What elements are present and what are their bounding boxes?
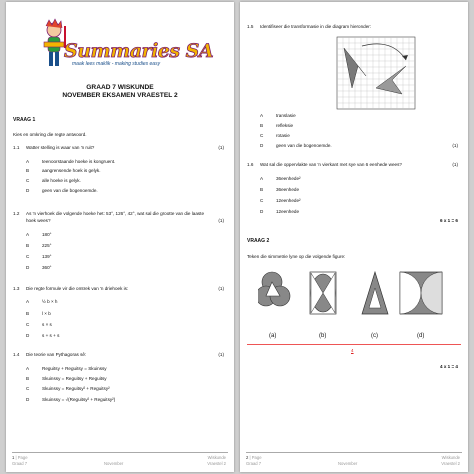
- figure-c: [362, 272, 388, 314]
- instruction-text: Kies en omkring die regte antwoord.: [13, 132, 87, 137]
- question-text: Teken die simmetrie lyne op die volgende figure:: [247, 254, 346, 259]
- footer-month: November: [338, 461, 358, 466]
- option-text[interactable]: geen van die bogenoemde.: [42, 188, 98, 193]
- option-letter: B: [26, 376, 30, 381]
- figure-label-d: (d): [417, 333, 425, 339]
- option-letter: A: [26, 366, 30, 371]
- question-text: Die teorie van Pythagoras sê:: [26, 352, 87, 357]
- figure-label-b: (b): [319, 333, 327, 339]
- option-text[interactable]: teenoorstaande hoeke is kongruent.: [42, 159, 116, 164]
- option-text[interactable]: ½ b × h: [42, 299, 58, 304]
- option-letter: D: [260, 143, 264, 148]
- option-letter: B: [26, 243, 30, 248]
- option-letter: A: [260, 113, 264, 118]
- footer-grade: Graad 7: [246, 461, 262, 466]
- brand-logo-text: Summaries SA: [64, 40, 214, 62]
- option-letter: A: [26, 299, 30, 304]
- option-letter: B: [260, 123, 264, 128]
- option-text[interactable]: geen van die bogenoemde.: [276, 143, 332, 148]
- symmetry-figures: [258, 270, 458, 350]
- question-text: Identifiseer die transformasie in die diagram hieronder:: [260, 24, 372, 29]
- footer-subject: Wiskunde: [207, 455, 226, 460]
- question-mark: (1): [218, 145, 224, 150]
- question-number: 1.3: [13, 286, 20, 291]
- option-text[interactable]: 360°: [42, 265, 52, 270]
- option-text[interactable]: translasie: [276, 113, 296, 118]
- footer-grade: Graad 7: [12, 461, 28, 466]
- option-text[interactable]: 12eenhede²: [276, 198, 301, 203]
- option-letter: A: [26, 159, 30, 164]
- figure-b: [310, 272, 336, 314]
- section-heading: VRAAG 1: [13, 117, 36, 123]
- footer-paper: Vraestel 2: [441, 461, 460, 466]
- question-text: Wat sal die oppervlakte van 'n vierkant met sye van 6 eenhede wees?: [260, 162, 402, 167]
- option-text[interactable]: Reguitsy + Reguitsy = Skuinssy: [42, 366, 107, 371]
- exam-title-line1: GRAAD 7 WISKUNDE: [86, 84, 154, 91]
- question-mark: (1): [218, 286, 224, 291]
- option-letter: A: [260, 176, 264, 181]
- page-footer: [12, 452, 228, 468]
- figure-a: [258, 272, 290, 306]
- option-text[interactable]: Skuinssy = Reguitsy² + Reguitsy²: [42, 386, 110, 391]
- question-mark: (1): [218, 218, 224, 223]
- figure-label-a: (a): [269, 333, 277, 339]
- question-number: 1.2: [13, 211, 20, 216]
- answer-mark: 4: [351, 348, 354, 353]
- subtotal-q2: 4 x 1 = 4: [439, 364, 458, 369]
- exam-title-line2: NOVEMBER EKSAMEN VRAESTEL 2: [62, 92, 178, 99]
- option-letter: C: [26, 254, 30, 259]
- option-text[interactable]: Skuinssy = √(Reguitsy² + Reguitsy²): [42, 397, 116, 402]
- section-heading: VRAAG 2: [247, 238, 270, 244]
- page-label: | Page: [249, 455, 262, 460]
- question-text: Watter stelling is waar van 'n ruit?: [26, 145, 95, 150]
- option-text[interactable]: 180°: [42, 232, 52, 237]
- option-text[interactable]: aangrensende hoek is gelyk.: [42, 168, 101, 173]
- option-text[interactable]: 139°: [42, 254, 52, 259]
- option-text[interactable]: alle hoeke is gelyk.: [42, 178, 81, 183]
- page-footer: [246, 452, 462, 468]
- question-number: 1.6: [247, 162, 254, 167]
- option-letter: C: [26, 322, 30, 327]
- question-text: As 'n vierhoek die volgende hoeke het: 53°, 126°, 42°, wat sal die grootte van die laaste: [26, 211, 205, 216]
- option-text[interactable]: 36eenhede²: [276, 176, 301, 181]
- question-number: 1.4: [13, 352, 20, 357]
- option-letter: C: [26, 386, 30, 391]
- option-letter: B: [260, 187, 264, 192]
- option-letter: B: [26, 168, 30, 173]
- option-letter: D: [26, 188, 30, 193]
- option-text[interactable]: 36eenhede: [276, 187, 299, 192]
- page-label: | Page: [15, 455, 28, 460]
- option-letter: C: [26, 178, 30, 183]
- option-text[interactable]: s × s: [42, 322, 52, 327]
- option-text[interactable]: refleksie: [276, 123, 294, 128]
- option-letter: D: [26, 397, 30, 402]
- option-letter: C: [260, 198, 264, 203]
- figure-label-c: (c): [371, 333, 378, 339]
- option-text[interactable]: l × b: [42, 311, 51, 316]
- option-text[interactable]: 225°: [42, 243, 52, 248]
- page-number: 2: [246, 455, 249, 460]
- question-mark: (1): [218, 352, 224, 357]
- footer-paper: Vraestel 2: [207, 461, 226, 466]
- brand-tagline: maak lees maklik - making studies easy: [72, 61, 161, 67]
- option-letter: D: [26, 333, 30, 338]
- question-text: Die regte formule vir die omtrek van 'n driehoek is:: [26, 286, 129, 291]
- option-text[interactable]: rotasie: [276, 133, 290, 138]
- question-number: 1.5: [247, 24, 254, 29]
- option-text[interactable]: 12eenhede: [276, 209, 299, 214]
- question-text-cont: hoek wees?: [26, 218, 51, 223]
- page-number: 1: [12, 455, 15, 460]
- option-letter: A: [26, 232, 30, 237]
- footer-month: November: [104, 461, 124, 466]
- question-mark: (1): [452, 143, 458, 148]
- question-mark: (1): [452, 162, 458, 167]
- option-letter: C: [260, 133, 264, 138]
- option-text[interactable]: Skuinssy = Reguitsy + Reguitsy: [42, 376, 107, 381]
- figure-d: [400, 272, 442, 314]
- option-text[interactable]: s + s + s: [42, 333, 60, 338]
- exam-page-2: [240, 2, 468, 472]
- option-letter: D: [260, 209, 264, 214]
- option-letter: D: [26, 265, 30, 270]
- subtotal-q1: 6 x 1 = 6: [439, 218, 458, 223]
- answer-divider: [247, 344, 461, 345]
- question-number: 1.1: [13, 145, 20, 150]
- transformation-grid-diagram: [336, 36, 416, 110]
- exam-page-1: [6, 2, 234, 472]
- footer-subject: Wiskunde: [441, 455, 460, 460]
- option-letter: B: [26, 311, 30, 316]
